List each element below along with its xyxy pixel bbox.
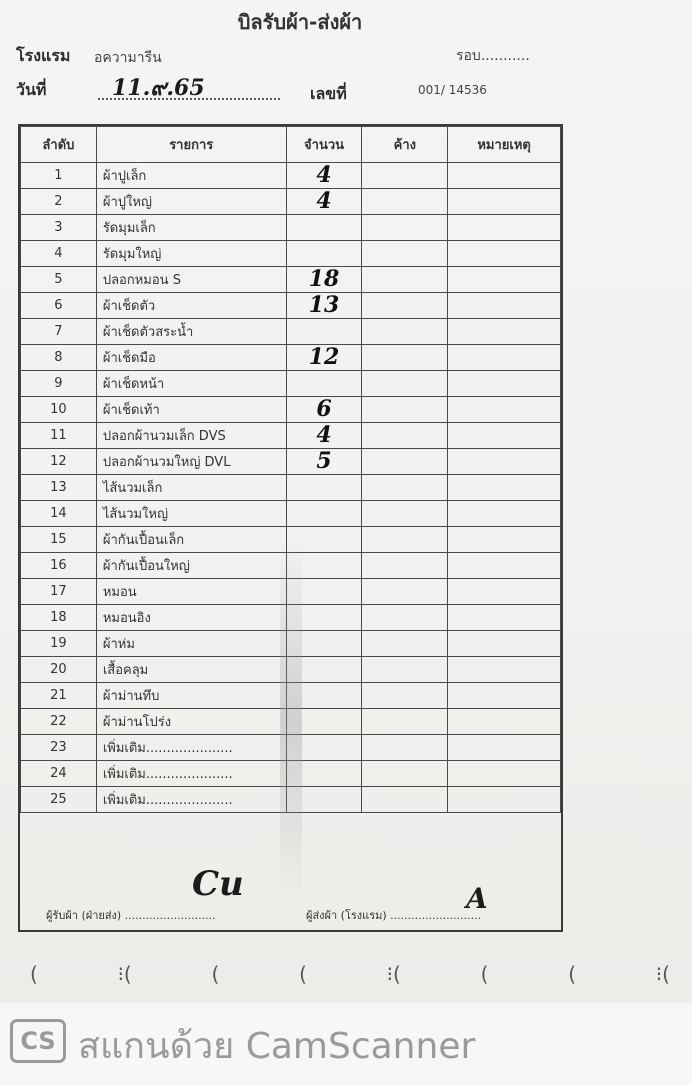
table-row (21, 397, 561, 423)
row-number: 14 (21, 501, 97, 527)
row-quantity (286, 371, 362, 397)
row-pending (362, 293, 448, 319)
row-quantity (286, 319, 362, 345)
row-remark (448, 319, 561, 345)
row-pending (362, 657, 448, 683)
row-pending (362, 267, 448, 293)
row-pending (362, 605, 448, 631)
row-quantity (286, 423, 362, 449)
row-remark (448, 267, 561, 293)
handwritten-quantity: 4 (316, 422, 332, 448)
row-pending (362, 709, 448, 735)
handwritten-quantity: 4 (316, 162, 332, 188)
hole-mark: ( (299, 962, 307, 986)
row-pending (362, 735, 448, 761)
row-remark (448, 579, 561, 605)
handwritten-quantity: 13 (308, 292, 340, 318)
row-quantity (286, 267, 362, 293)
row-number: 18 (21, 605, 97, 631)
row-item: ผ้ากันเปื้อนใหญ่ (96, 553, 286, 579)
row-remark (448, 371, 561, 397)
hole-mark: ⁝( (117, 962, 132, 986)
row-number: 4 (21, 241, 97, 267)
row-pending (362, 423, 448, 449)
number-value: 001/ 14536 (418, 83, 487, 97)
date-value: 11.๙.65 (112, 75, 205, 101)
table-header-row (21, 127, 561, 163)
round-label: รอบ........... (456, 48, 530, 64)
row-number: 19 (21, 631, 97, 657)
header-item: รายการ (96, 127, 286, 163)
hole-mark: ( (568, 962, 576, 986)
row-pending (362, 761, 448, 787)
camscanner-text: สแกนด้วย CamScanner (78, 1026, 476, 1067)
row-remark (448, 683, 561, 709)
row-item: รัดมุมเล็ก (96, 215, 286, 241)
table-row (21, 241, 561, 267)
row-item: ผ้าเช็ดตัว (96, 293, 286, 319)
handwritten-quantity: 18 (308, 266, 340, 292)
row-number: 25 (21, 787, 97, 813)
row-remark (448, 735, 561, 761)
hole-mark: ⁝( (386, 962, 401, 986)
row-number: 3 (21, 215, 97, 241)
table-row (21, 319, 561, 345)
sender-label: ผู้ส่งผ้า (โรงแรม) .......................... (306, 909, 482, 922)
row-remark (448, 657, 561, 683)
row-pending (362, 371, 448, 397)
row-item: ไส้นวมใหญ่ (96, 501, 286, 527)
scan-shadow (280, 540, 302, 900)
row-pending (362, 527, 448, 553)
row-number: 24 (21, 761, 97, 787)
row-pending (362, 397, 448, 423)
row-remark (448, 241, 561, 267)
row-pending (362, 553, 448, 579)
row-number: 9 (21, 371, 97, 397)
row-remark (448, 501, 561, 527)
table-row (21, 267, 561, 293)
row-item: ผ้าเช็ดมือ (96, 345, 286, 371)
table-row (21, 189, 561, 215)
table-row (21, 293, 561, 319)
row-pending (362, 163, 448, 189)
row-number: 7 (21, 319, 97, 345)
hotel-label: โรงแรม (16, 46, 71, 65)
row-pending (362, 189, 448, 215)
hole-mark: ( (30, 962, 38, 986)
camscanner-logo: CS (10, 1019, 66, 1063)
table-row (21, 215, 561, 241)
row-pending (362, 579, 448, 605)
row-number: 17 (21, 579, 97, 605)
row-item: หมอน (96, 579, 286, 605)
camscanner-watermark (0, 1003, 692, 1085)
row-number: 16 (21, 553, 97, 579)
table-row (21, 423, 561, 449)
row-pending (362, 241, 448, 267)
row-pending (362, 449, 448, 475)
table-row (21, 449, 561, 475)
row-pending (362, 319, 448, 345)
receiver-label: ผู้รับผ้า (ฝ่ายส่ง) .......................... (46, 909, 216, 922)
row-quantity (286, 215, 362, 241)
row-quantity (286, 397, 362, 423)
row-item: เสื้อคลุม (96, 657, 286, 683)
row-item: รัดมุมใหญ่ (96, 241, 286, 267)
hole-mark: ⁝( (655, 962, 670, 986)
receiver-signature: Cu (192, 864, 244, 904)
row-number: 22 (21, 709, 97, 735)
row-quantity (286, 163, 362, 189)
table-row (21, 163, 561, 189)
row-number: 11 (21, 423, 97, 449)
header-remark: หมายเหตุ (448, 127, 561, 163)
row-pending (362, 501, 448, 527)
row-number: 20 (21, 657, 97, 683)
row-remark (448, 345, 561, 371)
row-remark (448, 423, 561, 449)
number-label: เลขที่ (310, 84, 347, 103)
date-label: วันที่ (16, 80, 47, 99)
hotel-value: อความารีน (94, 50, 162, 66)
binding-holes (30, 962, 670, 986)
row-quantity (286, 345, 362, 371)
row-item: ผ้าเช็ดเท้า (96, 397, 286, 423)
row-number: 2 (21, 189, 97, 215)
row-remark (448, 293, 561, 319)
row-number: 15 (21, 527, 97, 553)
row-item: เพิ่มเติม..................... (96, 761, 286, 787)
table-row (21, 371, 561, 397)
document-title: บิลรับผ้า-ส่งผ้า (237, 10, 363, 34)
row-remark (448, 397, 561, 423)
row-item: ผ้าปูใหญ่ (96, 189, 286, 215)
row-item: ผ้าม่านทึบ (96, 683, 286, 709)
row-item: ปลอกผ้านวมเล็ก DVS (96, 423, 286, 449)
row-remark (448, 631, 561, 657)
row-item: ไส้นวมเล็ก (96, 475, 286, 501)
header-no: ลำดับ (21, 127, 97, 163)
row-remark (448, 553, 561, 579)
row-pending (362, 215, 448, 241)
row-item: ปลอกหมอน S (96, 267, 286, 293)
row-remark (448, 761, 561, 787)
row-remark (448, 475, 561, 501)
row-item: ผ้าปูเล็ก (96, 163, 286, 189)
handwritten-quantity: 6 (316, 396, 332, 422)
hole-mark: ( (480, 962, 489, 986)
row-item: ผ้าเช็ดหน้า (96, 371, 286, 397)
row-item: ผ้าห่ม (96, 631, 286, 657)
table-row (21, 345, 561, 371)
row-quantity (286, 501, 362, 527)
row-number: 12 (21, 449, 97, 475)
row-item: ผ้าเช็ดตัวสระน้ำ (96, 319, 286, 345)
handwritten-quantity: 12 (308, 344, 340, 370)
row-quantity (286, 293, 362, 319)
row-item: หมอนอิง (96, 605, 286, 631)
row-number: 13 (21, 475, 97, 501)
handwritten-quantity: 4 (316, 188, 332, 214)
row-remark (448, 787, 561, 813)
row-item: ผ้ากันเปื้อนเล็ก (96, 527, 286, 553)
row-quantity (286, 475, 362, 501)
handwritten-quantity: 5 (316, 448, 332, 474)
row-number: 23 (21, 735, 97, 761)
row-pending (362, 345, 448, 371)
row-pending (362, 787, 448, 813)
row-remark (448, 189, 561, 215)
row-remark (448, 605, 561, 631)
row-remark (448, 449, 561, 475)
row-quantity (286, 449, 362, 475)
row-remark (448, 215, 561, 241)
row-pending (362, 631, 448, 657)
header-pending: ค้าง (362, 127, 448, 163)
row-quantity (286, 189, 362, 215)
row-remark (448, 163, 561, 189)
row-pending (362, 683, 448, 709)
row-item: ผ้าม่านโปร่ง (96, 709, 286, 735)
row-pending (362, 475, 448, 501)
table-row (21, 475, 561, 501)
hole-mark: ( (211, 962, 220, 986)
row-number: 10 (21, 397, 97, 423)
row-number: 6 (21, 293, 97, 319)
row-item: เพิ่มเติม..................... (96, 735, 286, 761)
row-quantity (286, 241, 362, 267)
row-number: 8 (21, 345, 97, 371)
row-remark (448, 527, 561, 553)
row-number: 1 (21, 163, 97, 189)
row-item: ปลอกผ้านวมใหญ่ DVL (96, 449, 286, 475)
row-item: เพิ่มเติม..................... (96, 787, 286, 813)
header-qty: จำนวน (286, 127, 362, 163)
row-remark (448, 709, 561, 735)
row-number: 21 (21, 683, 97, 709)
row-number: 5 (21, 267, 97, 293)
table-row (21, 501, 561, 527)
sender-signature: A (466, 882, 488, 915)
